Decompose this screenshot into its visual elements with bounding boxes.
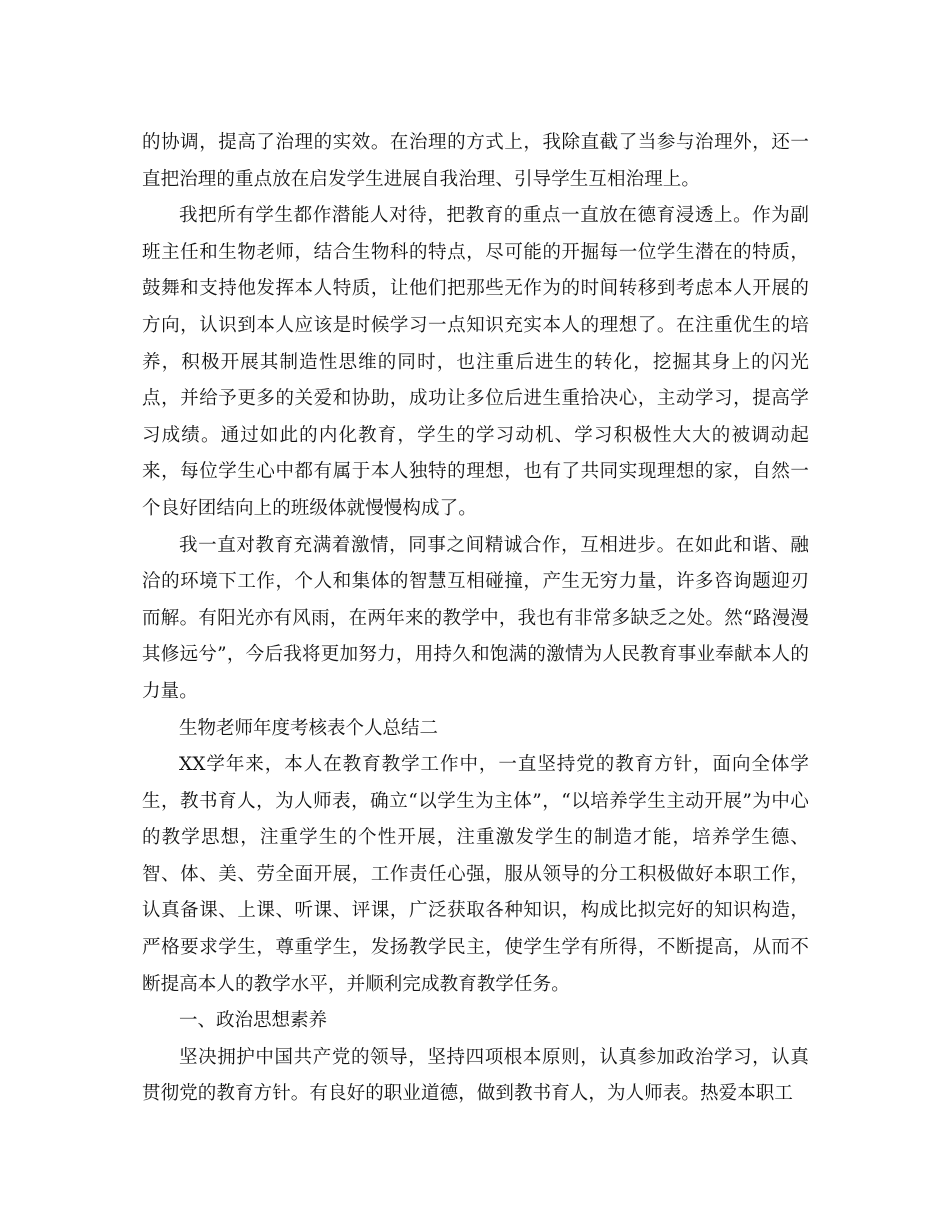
paragraph-school-year-summary: XX学年来，本人在教育教学工作中，一直坚持党的教育方针，面向全体学生，教书育人，为人师表，确立“以学生为主体”，“以培养学生主动开展”为中心的教学思想，注重学生的个性开展，注重激发学生的制造才能，培养学生德、智、体、美、劳全面开展，工作责任心强，服从领导的分工积极做好本职工作，认真备课、上课、听课、评课，广泛获取各种知识，构成比拟完好的知识构造，严格要求学生，尊重学生，发扬教学民主，使学生学有所得，不断提高，从而不断提高本人的教学水平，并顺利完成教育教学任务。: [142, 754, 809, 995]
document-page: [142, 125, 809, 1113]
paragraph-continuation: 的协调，提高了治理的实效。在治理的方式上，我除直截了当参与治理外，还一直把治理的重点放在启发学生进展自我治理、引导学生互相治理上。: [142, 132, 809, 190]
paragraph-political-quality: 坚决拥护中国共产党的领导，坚持四项根本原则，认真参加政治学习，认真贯彻党的教育方针。有良好的职业道德，做到教书育人，为人师表。热爱本职工: [142, 1046, 809, 1105]
section-title-summary-two: 生物老师年度考核表个人总结二: [179, 717, 439, 739]
section-heading-political-quality: 一、政治思想素养: [179, 1010, 328, 1032]
paragraph-passion-for-teaching: 我一直对教育充满着激情，同事之间精诚合作，互相进步。在如此和谐、融洽的环境下工作，个人和集体的智慧互相碰撞，产生无穷力量，许多咨询题迎刃而解。有阳光亦有风雨，在两年来的教学中，我也有非常多缺乏之处。然“路漫漫其修远兮”，今后我将更加努力，用持久和饱满的激情为人民教育事业奉献本人的力量。: [142, 534, 809, 702]
paragraph-student-potential: 我把所有学生都作潜能人对待，把教育的重点一直放在德育浸透上。作为副班主任和生物老师，结合生物科的特点，尽可能的开掘每一位学生潜在的特质，鼓舞和支持他发挥本人特质，让他们把那些无作为的时间转移到考虑本人开展的方向，认识到本人应该是时候学习一点知识充实本人的理想了。在注重优生的培养，积极开展其制造性思维的同时，也注重后进生的转化，挖掘其身上的闪光点，并给予更多的关爱和协助，成功让多位后进生重拾决心，主动学习，提高学习成绩。通过如此的内化教育，学生的学习动机、学习积极性大大的被调动起来，每位学生心中都有属于本人独特的理想，也有了共同实现理想的家，自然一个良好团结向上的班级体就慢慢构成了。: [142, 205, 809, 519]
